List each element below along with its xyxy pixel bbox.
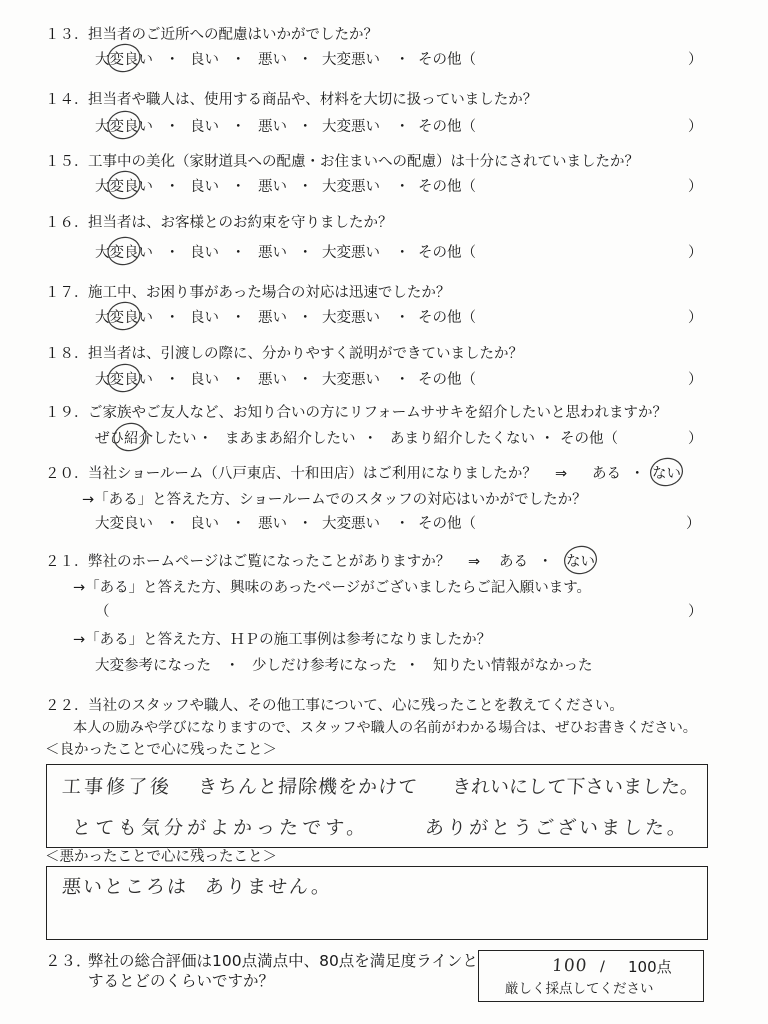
q21-followup-examples-question: →「ある」と答えた方、ＨＰの施工事例は参考になりましたか？ (73, 632, 492, 648)
separator-dot: ・ (165, 310, 180, 326)
option-other: その他（ (418, 179, 476, 195)
q21-pages-close-paren: ） (688, 604, 703, 620)
separator-dot: ・ (225, 658, 240, 674)
separator-dot: ・ (395, 372, 410, 388)
handwritten-answer: 悪いところは (61, 876, 189, 898)
q21-followup-examples-options (0, 658, 768, 674)
q15-answer-options (0, 179, 768, 195)
good-points-heading: ＜良かったことで心に残ったこと＞ (45, 742, 277, 758)
q20-yes-no-options (0, 466, 768, 482)
option-very-bad: 大変悪い (322, 119, 380, 135)
separator-dot: ・ (298, 52, 313, 68)
q17-question: 施工中、お困り事があった場合の対応は迅速でしたか？ (88, 285, 451, 301)
option-no: ない (652, 466, 681, 482)
separator-dot: ・ (231, 52, 246, 68)
q18-number: １８． (45, 346, 89, 362)
handwritten-answer: ありがとうございました。 (424, 817, 690, 839)
option-very-bad: 大変悪い (322, 245, 380, 261)
q19-number: １９． (45, 405, 89, 421)
handwritten-answer: とても気分がよかったです。 (71, 817, 371, 839)
separator-dot: ・ (165, 179, 180, 195)
q13-question: 担当者のご近所への配慮はいかがでしたか？ (88, 27, 378, 43)
separator-dot: ・ (165, 516, 180, 532)
option-definitely-recommend: ぜひ紹介したい (95, 431, 197, 447)
q21-number: ２１． (45, 554, 89, 570)
option-no-info: 知りたい情報がなかった (433, 658, 593, 674)
q23-question-line1: 弊社の総合評価は100点満点中、80点を満足度ラインと (88, 952, 478, 970)
option-very-bad: 大変悪い (322, 516, 380, 532)
q18-answer-options (0, 372, 768, 388)
option-no: ない (566, 554, 595, 570)
q16-answer-options (0, 245, 768, 261)
option-very-good: 大変良い (95, 372, 153, 388)
option-good: 良い (190, 245, 219, 261)
option-very-good: 大変良い (95, 245, 153, 261)
option-other: その他（ (418, 119, 476, 135)
option-bad: 悪い (258, 179, 287, 195)
separator-dot: ・ (165, 245, 180, 261)
option-somewhat-recommend: まあまあ紹介したい (225, 431, 356, 447)
separator-dot: ・ (231, 372, 246, 388)
other-close-paren: ） (688, 310, 703, 326)
q14-answer-options (0, 119, 768, 135)
q15-question: 工事中の美化（家財道具への配慮・お住まいへの配慮）は十分にされていましたか？ (88, 154, 639, 170)
separator-dot: ・ (298, 119, 313, 135)
separator-dot: ・ (405, 658, 420, 674)
q22-number: ２２． (45, 698, 89, 714)
separator-dot: ・ (231, 310, 246, 326)
option-very-helpful: 大変参考になった (95, 658, 211, 674)
option-very-good: 大変良い (95, 310, 153, 326)
separator-dot: ・ (165, 119, 180, 135)
separator-dot: ・ (395, 119, 410, 135)
bad-points-heading: ＜悪かったことで心に残ったこと＞ (45, 849, 277, 865)
separator-dot: ・ (231, 516, 246, 532)
separator-dot: ・ (395, 179, 410, 195)
q13-number: １３． (45, 27, 89, 43)
option-other: その他（ (418, 516, 476, 532)
q19-question: ご家族やご友人など、お知り合いの方にリフォームササキを紹介したいと思われますか？ (88, 405, 667, 421)
separator-dot: ・ (298, 179, 313, 195)
handwritten-answer: きれいにして下さいました。 (451, 776, 700, 798)
q21-yes-no-options (0, 554, 768, 570)
option-other: その他（ (418, 372, 476, 388)
q21-pages-open-paren: （ (95, 604, 110, 620)
q22-note: 本人の励みや学びになりますので、スタッフや職人の名前がわかる場合は、ぜひお書きください。 (73, 720, 697, 736)
option-bad: 悪い (258, 516, 287, 532)
q17-answer-options (0, 310, 768, 326)
q16-number: １６． (45, 215, 89, 231)
separator-dot: ・ (298, 516, 313, 532)
option-other: その他（ (560, 431, 618, 447)
q22-question: 当社のスタッフや職人、その他工事について、心に残ったことを教えてください。 (88, 698, 624, 714)
score-max: 100点 (628, 958, 672, 976)
option-very-good: 大変良い (95, 119, 153, 135)
separator-dot: ・ (395, 52, 410, 68)
q15-number: １５． (45, 154, 89, 170)
option-very-good: 大変良い (95, 52, 153, 68)
option-very-bad: 大変悪い (322, 372, 380, 388)
q21-followup-pages-question: →「ある」と答えた方、興味のあったページがございましたらご記入願います。 (73, 580, 592, 596)
option-good: 良い (190, 179, 219, 195)
q20-number: ２０． (45, 466, 89, 482)
other-close-paren: ） (688, 245, 703, 261)
q20-question: 当社ショールーム（八戸東店、十和田店）はご利用になりましたか？ (88, 466, 537, 482)
q18-question: 担当者は、引渡しの際に、分かりやすく説明ができていましたか？ (88, 346, 523, 362)
option-bad: 悪い (258, 119, 287, 135)
q17-number: １７． (45, 285, 89, 301)
q16-question: 担当者は、お客様とのお約束を守りましたか？ (88, 215, 393, 231)
option-bad: 悪い (258, 52, 287, 68)
arrow-glyph: ⇒ (555, 466, 568, 482)
option-somewhat-helpful: 少しだけ参考になった (252, 658, 397, 674)
score-slash: / (600, 959, 605, 975)
arrow-glyph: ⇒ (468, 554, 481, 570)
option-very-bad: 大変悪い (322, 310, 380, 326)
separator-dot: ・ (540, 431, 555, 447)
q20-followup-options (0, 516, 768, 532)
handwritten-answer: きちんと掃除機をかけて (197, 776, 419, 798)
separator-dot: ・ (165, 372, 180, 388)
separator-dot: ・ (538, 554, 553, 570)
other-close-paren: ） (688, 52, 703, 68)
handwritten-score: 100 (551, 956, 589, 976)
option-not-recommend: あまり紹介したくない (390, 431, 535, 447)
separator-dot: ・ (395, 310, 410, 326)
option-bad: 悪い (258, 372, 287, 388)
separator-dot: ・ (231, 179, 246, 195)
option-other: その他（ (418, 245, 476, 261)
option-very-bad: 大変悪い (322, 52, 380, 68)
option-yes: ある (499, 554, 528, 570)
separator-dot: ・ (231, 245, 246, 261)
option-bad: 悪い (258, 310, 287, 326)
other-close-paren: ） (688, 431, 703, 447)
other-close-paren: ） (686, 516, 701, 532)
option-other: その他（ (418, 310, 476, 326)
separator-dot: ・ (298, 245, 313, 261)
separator-dot: ・ (231, 119, 246, 135)
option-bad: 悪い (258, 245, 287, 261)
other-close-paren: ） (688, 179, 703, 195)
q21-question: 弊社のホームページはご覧になったことがありますか？ (88, 554, 451, 570)
option-other: その他（ (418, 52, 476, 68)
separator-dot: ・ (630, 466, 645, 482)
other-close-paren: ） (688, 372, 703, 388)
option-very-good: 大変良い (95, 179, 153, 195)
option-very-good: 大変良い (95, 516, 153, 532)
handwritten-answer: ありません。 (204, 876, 333, 898)
other-close-paren: ） (688, 119, 703, 135)
q23-number: ２３． (45, 952, 92, 970)
q14-question: 担当者や職人は、使用する商品や、材料を大切に扱っていましたか？ (88, 92, 538, 108)
q20-followup-question: →「ある」と答えた方、ショールームでのスタッフの対応はいかがでしたか？ (82, 492, 587, 508)
separator-dot: ・ (198, 431, 213, 447)
option-very-bad: 大変悪い (322, 179, 380, 195)
q19-answer-options (0, 431, 768, 447)
separator-dot: ・ (363, 431, 378, 447)
q14-number: １４． (45, 92, 89, 108)
separator-dot: ・ (395, 245, 410, 261)
q13-answer-options (0, 52, 768, 68)
option-good: 良い (190, 310, 219, 326)
option-good: 良い (190, 119, 219, 135)
handwritten-answer: 工事修了後 (61, 776, 173, 798)
q23-question-line2: するとどのくらいですか？ (88, 972, 275, 990)
score-instruction: 厳しく採点してください (505, 981, 654, 997)
separator-dot: ・ (165, 52, 180, 68)
option-good: 良い (190, 516, 219, 532)
separator-dot: ・ (395, 516, 410, 532)
separator-dot: ・ (298, 310, 313, 326)
option-good: 良い (190, 52, 219, 68)
option-good: 良い (190, 372, 219, 388)
option-yes: ある (592, 466, 621, 482)
separator-dot: ・ (298, 372, 313, 388)
